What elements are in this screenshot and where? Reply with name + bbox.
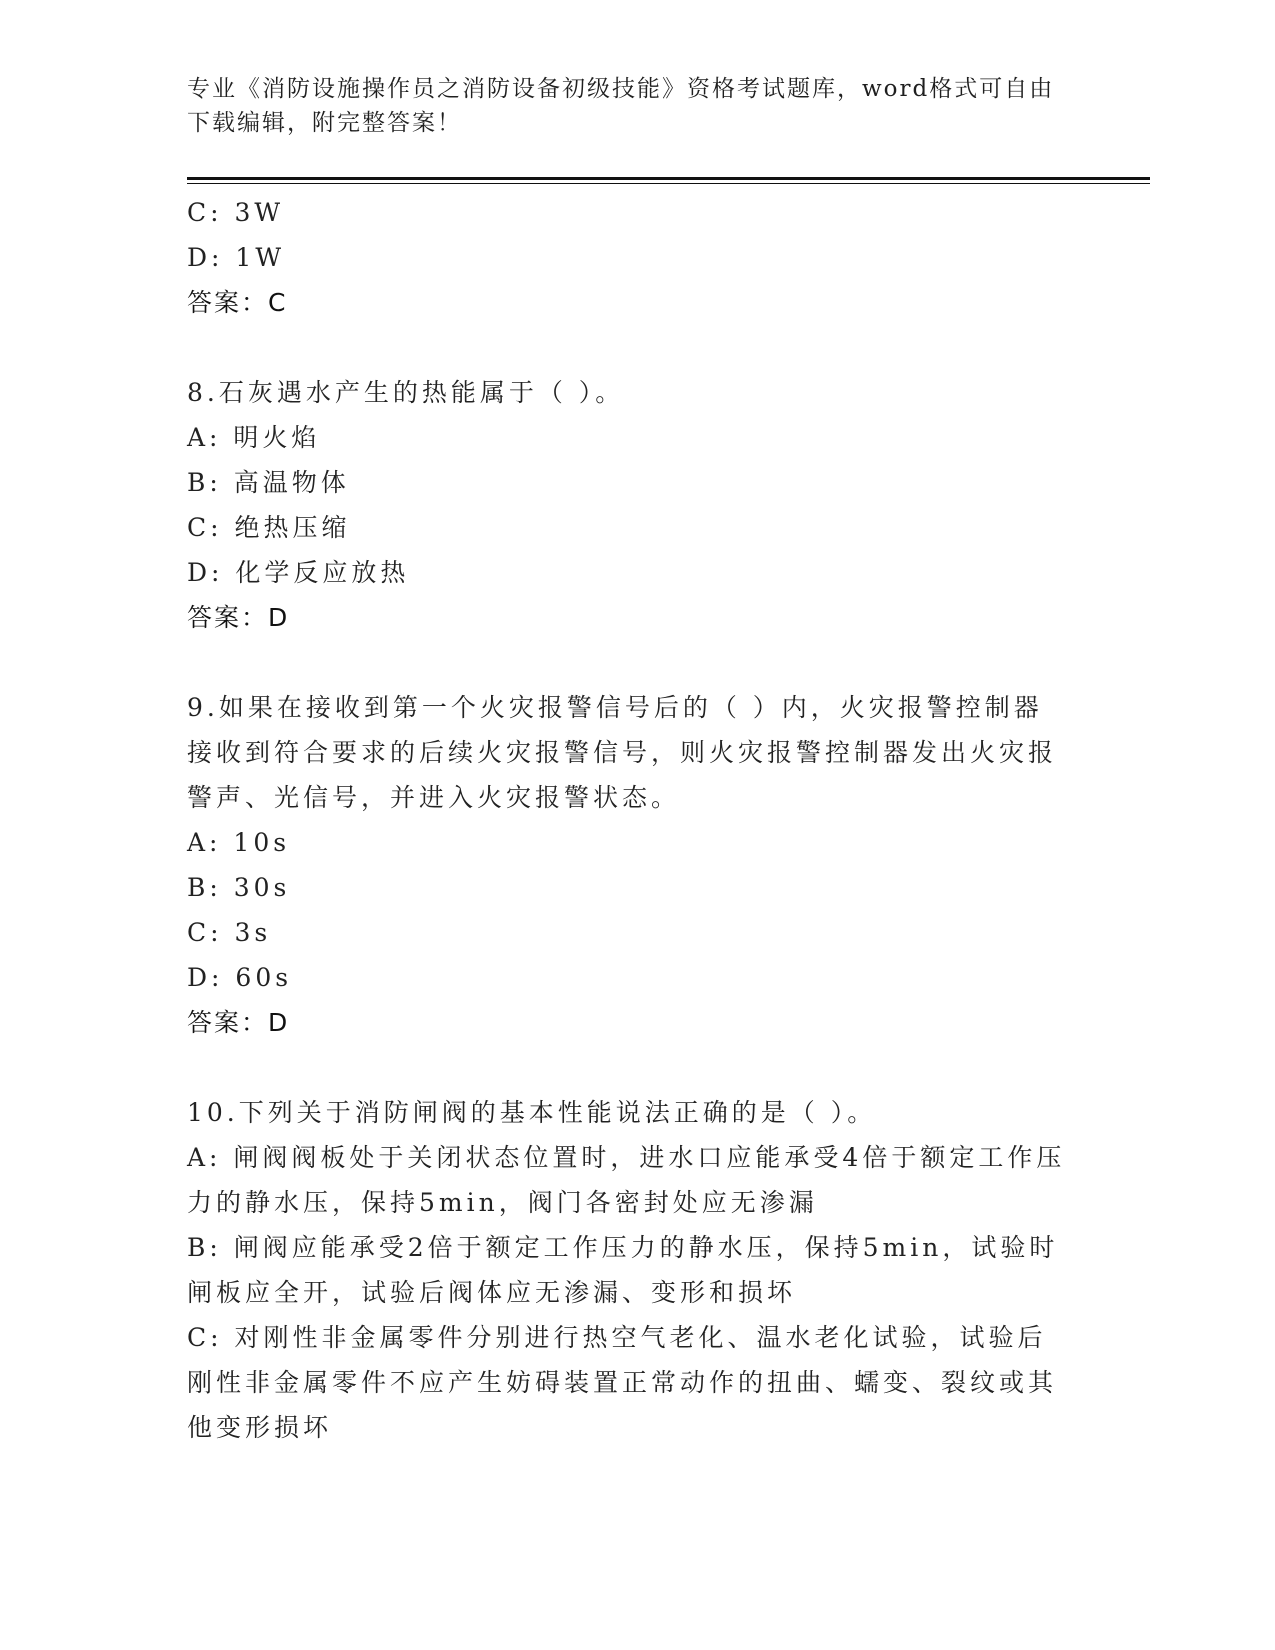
question-10 [187, 1090, 1087, 1450]
question-text: 8.石灰遇水产生的热能属于（ ）。 [187, 378, 625, 407]
question-text: 10.下列关于消防闸阀的基本性能说法正确的是（ ）。 [187, 1098, 877, 1127]
option-b: B: 闸阀应能承受2倍于额定工作压力的静水压，保持5min，试验时闸板应全开，试验后阀体应无渗漏、变形和损坏 [187, 1233, 1059, 1307]
document-header: 专业《消防设施操作员之消防设备初级技能》资格考试题库，word格式可自由下载编辑，附完整答案！ [187, 76, 1055, 136]
question-8 [187, 370, 1087, 640]
option-c: C: 3s [187, 918, 272, 947]
option-b: B: 30s [187, 873, 291, 902]
option-a: A: 明火焰 [187, 423, 321, 452]
option-d: D: 60s [187, 963, 293, 992]
header-rule-thin [187, 183, 1150, 184]
answer: 答案：D [187, 1008, 290, 1037]
option-c: C: 对刚性非金属零件分别进行热空气老化、温水老化试验，试验后刚性非金属零件不应产生妨碍装置正常动作的扭曲、蠕变、裂纹或其他变形损坏 [187, 1323, 1058, 1442]
question-list [187, 190, 1087, 1450]
option-b: B: 高温物体 [187, 468, 350, 497]
option-a: A: 10s [187, 828, 291, 857]
answer: 答案：C [187, 288, 288, 317]
option-d: D: 化学反应放热 [187, 558, 410, 587]
spacer [187, 640, 1087, 685]
spacer [187, 325, 1087, 370]
answer: 答案：D [187, 603, 290, 632]
option-a: A: 闸阀阀板处于关闭状态位置时，进水口应能承受4倍于额定工作压力的静水压，保持5min，阀门各密封处应无渗漏 [187, 1143, 1066, 1217]
option-d: D: 1W [187, 243, 286, 272]
spacer [187, 1045, 1087, 1090]
question-9 [187, 685, 1087, 1045]
question-text: 9.如果在接收到第一个火灾报警信号后的（ ）内，火灾报警控制器接收到符合要求的后续火灾报警信号，则火灾报警控制器发出火灾报警声、光信号，并进入火灾报警状态。 [187, 693, 1058, 812]
header-rule-thick [187, 177, 1150, 180]
option-c: C: 绝热压缩 [187, 513, 351, 542]
question-7 [187, 190, 1087, 325]
option-c: C: 3W [187, 198, 285, 227]
